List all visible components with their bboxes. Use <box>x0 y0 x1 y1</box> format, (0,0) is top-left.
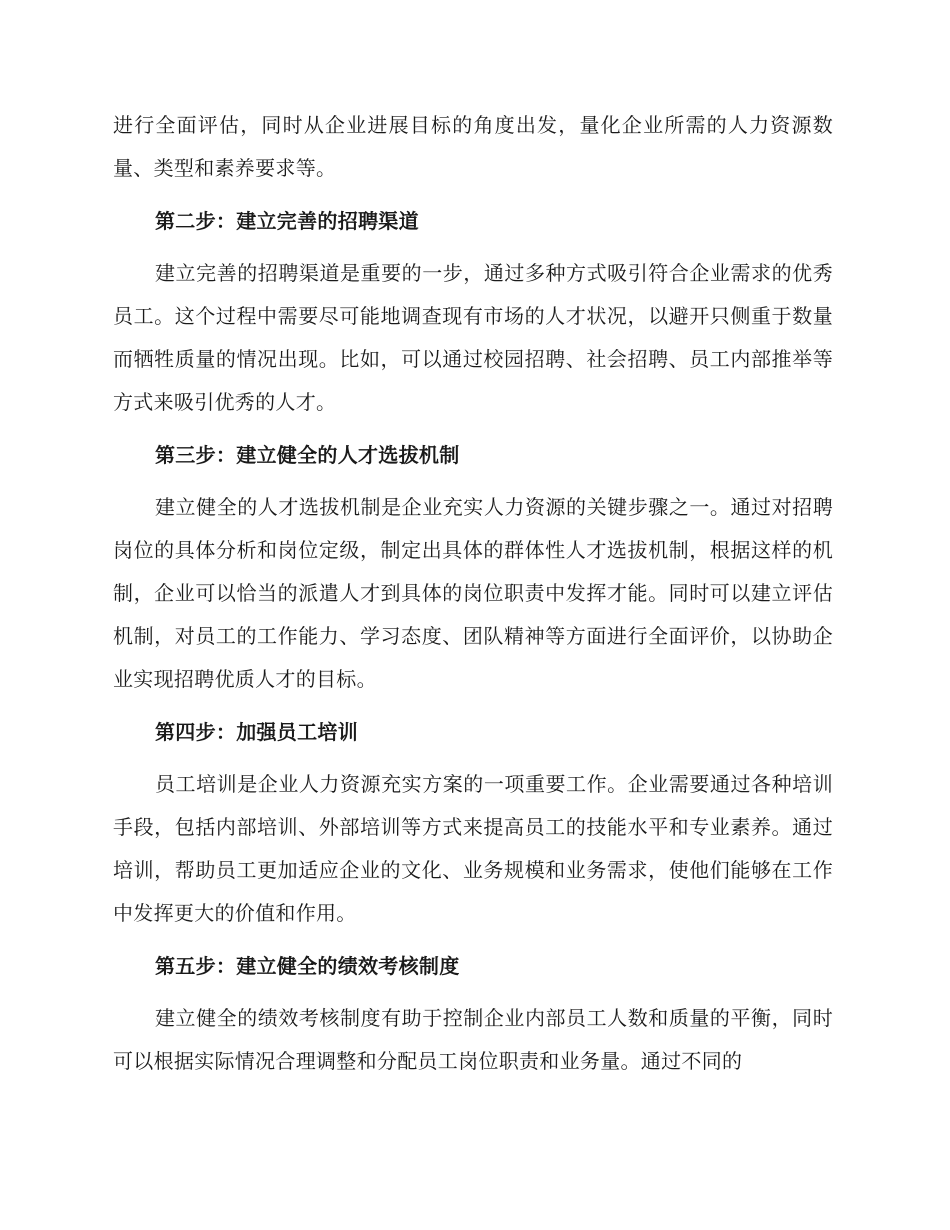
paragraph-step-3: 建立健全的人才选拔机制是企业充实人力资源的关键步骤之一。通过对招聘岗位的具体分析和岗位定级，制定出具体的群体性人才选拔机制，根据这样的机制，企业可以恰当的派遣人才到具体的岗位职责中发挥才能。同时可以建立评估机制，对员工的工作能力、学习态度、团队精神等方面进行全面评价，以协助企业实现招聘优质人才的目标。 <box>113 495 833 691</box>
document-body <box>113 104 833 1083</box>
heading-step-2: 第二步：建立完善的招聘渠道 <box>155 209 419 233</box>
heading-step-3: 第三步：建立健全的人才选拔机制 <box>155 443 460 467</box>
heading-step-4: 第四步：加强员工培训 <box>155 720 358 744</box>
heading-step-5: 第五步：建立健全的绩效考核制度 <box>155 954 460 978</box>
paragraph-step-2: 建立完善的招聘渠道是重要的一步，通过多种方式吸引符合企业需求的优秀员工。这个过程中需要尽可能地调查现有市场的人才状况，以避开只侧重于数量而牺牲质量的情况出现。比如，可以通过校园招聘、社会招聘、员工内部推举等方式来吸引优秀的人才。 <box>113 261 833 414</box>
paragraph-intro-continued: 进行全面评估，同时从企业进展目标的角度出发，量化企业所需的人力资源数量、类型和素养要求等。 <box>113 113 833 180</box>
paragraph-step-4: 员工培训是企业人力资源充实方案的一项重要工作。企业需要通过各种培训手段，包括内部培训、外部培训等方式来提高员工的技能水平和专业素养。通过培训，帮助员工更加适应企业的文化、业务规模和业务需求，使他们能够在工作中发挥更大的价值和作用。 <box>113 772 833 925</box>
paragraph-step-5: 建立健全的绩效考核制度有助于控制企业内部员工人数和质量的平衡，同时可以根据实际情况合理调整和分配员工岗位职责和业务量。通过不同的 <box>113 1006 833 1073</box>
